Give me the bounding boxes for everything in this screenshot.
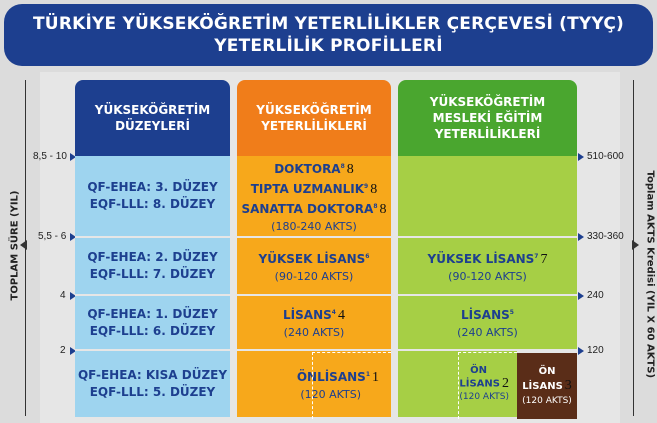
column-header-levels [75, 80, 230, 156]
level-text: QF-EHEA: 3. DÜZEY [87, 180, 218, 194]
column-header-vocational [398, 80, 577, 156]
tick-arrow-icon [578, 292, 584, 300]
masters-line: YÜKSEK LİSANS$^6$ [258, 251, 370, 266]
credits-axis-arrow-icon [632, 240, 639, 250]
level-cell [75, 238, 230, 296]
tick-arrow-icon [578, 153, 584, 161]
level-text: EQF-LLL: 8. DÜZEY [89, 197, 216, 211]
vocational-bachelor-cell [398, 296, 577, 351]
vocational-associate-alt-cell [517, 353, 577, 419]
credits-tick: 240 [587, 290, 604, 301]
level-cell [75, 296, 230, 351]
vocational-associate-dashed-frame [458, 352, 517, 419]
title-line-2: YETERLİLİK PROFİLLERİ [214, 36, 443, 56]
credits-text: (180-240 AKTS) [271, 219, 357, 233]
duration-axis-arrow-icon [20, 240, 27, 250]
vocational-bachelor-line: LİSANS$^5$ [461, 308, 514, 322]
credits-text: (120 AKTS) [459, 391, 509, 402]
header-text: YÜKSEKÖĞRETİM [429, 95, 546, 109]
bachelor-cell [237, 296, 391, 351]
header-text: YÜKSEKÖĞRETİM [94, 103, 211, 117]
title-line-1: TÜRKİYE YÜKSEKÖĞRETİM YETERLİLİKLER ÇERÇEVESİ (TYYÇ) [33, 14, 624, 34]
credits-tick: 120 [587, 345, 604, 356]
level-text: EQF-LLL: 5. DÜZEY [89, 385, 216, 399]
duration-tick: 2 [60, 345, 66, 356]
vocational-masters-line: YÜKSEK LİSANS$^7$ 7 [427, 251, 548, 267]
duration-tick: 5,5 - 6 [38, 231, 67, 242]
vocational-empty-cell [398, 156, 577, 238]
duration-tick: 8,5 - 10 [33, 151, 67, 162]
credits-text: (90-120 AKTS) [448, 269, 527, 283]
vocational-associate-l1: ÖN [470, 365, 487, 377]
title-banner [4, 4, 653, 66]
doctorate-cell [237, 156, 391, 238]
credits-text: (240 AKTS) [283, 326, 345, 339]
header-text: YETERLİLİKLERİ [261, 119, 367, 133]
level-text: QF-EHEA: KISA DÜZEY [77, 368, 228, 382]
header-text: YÜKSEKÖĞRETİM [256, 103, 372, 117]
medical-specialty-line: TIPTA UZMANLIK$^9$ 8 [250, 181, 378, 197]
header-text: DÜZEYLERİ [115, 119, 190, 133]
column-header-qualifications [237, 80, 391, 156]
credits-axis-title: Toplam AKTS Kredisi (YIL X 60 AKTS) [644, 170, 656, 379]
header-text: YETERLİLİKLERİ [434, 127, 541, 141]
tick-arrow-icon [578, 347, 584, 355]
credits-tick: 330-360 [587, 231, 624, 242]
masters-cell [237, 238, 391, 296]
alt-associate-l1: ÖN [538, 365, 556, 377]
header-text: MESLEKİ EĞİTİM [432, 111, 543, 125]
vocational-associate-l2: LİSANS 2 [459, 376, 509, 392]
vocational-masters-cell [398, 238, 577, 296]
level-cell [75, 156, 230, 238]
credits-text: (120 AKTS) [300, 387, 361, 401]
associate-dashed-frame [312, 352, 391, 419]
credits-tick: 510-600 [587, 151, 624, 162]
level-text: QF-EHEA: 1. DÜZEY [87, 306, 218, 321]
level-text: EQF-LLL: 6. DÜZEY [89, 323, 216, 338]
credits-text: (120 AKTS) [522, 395, 572, 406]
bachelor-line: LİSANS$^4$ 4 [283, 308, 345, 323]
associate-line: ÖNLİSANS$^1$ 1 [296, 369, 379, 385]
duration-tick: 4 [60, 290, 66, 301]
art-doctorate-line: SANATTA DOKTORA$^8$ 8 [241, 201, 387, 217]
level-cell [75, 351, 230, 419]
credits-text: (240 AKTS) [457, 326, 518, 339]
alt-associate-l2: LİSANS 3 [522, 377, 572, 393]
credits-text: (90-120 AKTS) [274, 269, 354, 283]
duration-axis-title: TOPLAM SÜRE (YIL) [9, 190, 21, 301]
doctorate-line: DOKTORA$^8$ 8 [274, 161, 354, 177]
level-text: QF-EHEA: 2. DÜZEY [87, 250, 218, 264]
tick-arrow-icon [578, 233, 584, 241]
level-text: EQF-LLL: 7. DÜZEY [89, 267, 216, 281]
